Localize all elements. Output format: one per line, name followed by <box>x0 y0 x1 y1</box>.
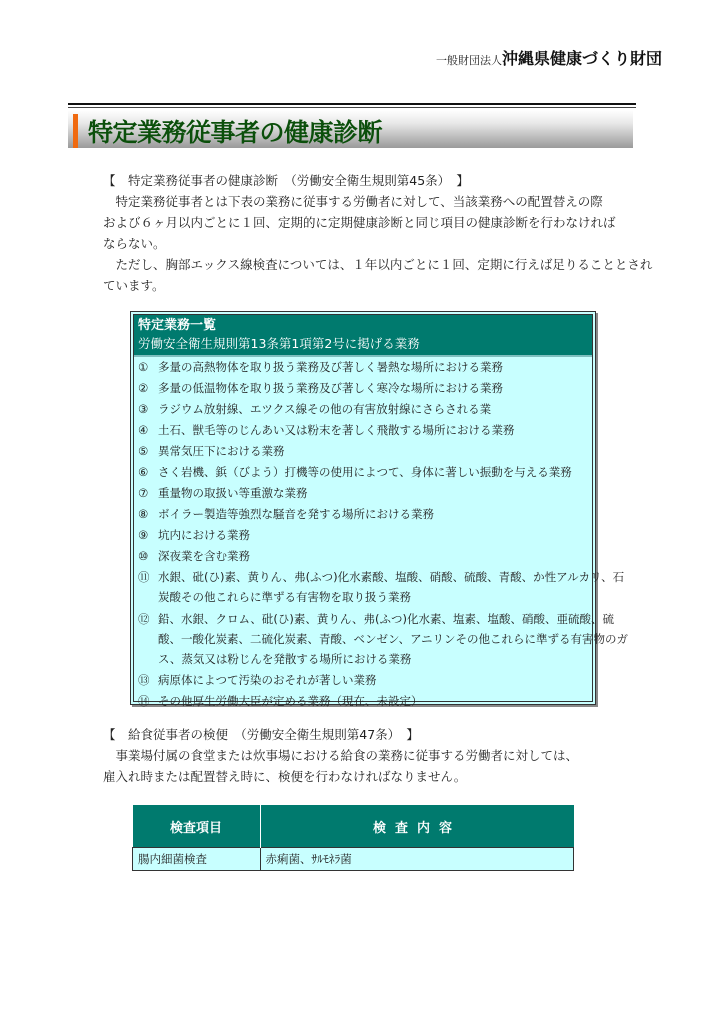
item-text: 病原体によつて汚染のおそれが著しい業務 <box>158 673 377 687</box>
item-number: ⑨ <box>138 528 149 542</box>
cell-exam-item: 腸内細菌検査 <box>133 848 261 871</box>
list-item <box>138 483 308 503</box>
item-number: ⑬ <box>138 673 150 687</box>
item-text: 坑内における業務 <box>158 528 250 542</box>
section1-line: および６ヶ月以内ごとに１回、定期的に定期健康診断と同じ項目の健康診断を行わなければ <box>103 215 616 230</box>
special-work-list-frame <box>133 314 628 708</box>
org-name: 沖縄県健康づくり財団 <box>501 49 662 68</box>
list-title: 特定業務一覧 <box>138 318 217 333</box>
item-text: 深夜業を含む業務 <box>158 549 250 563</box>
item-text: その他厚生労働大臣が定める業務（現在、未設定） <box>158 694 423 708</box>
section1-line: ならない。 <box>103 236 166 251</box>
list-item <box>138 399 491 419</box>
item-text: 土石、獣毛等のじんあい又は粉末を著しく飛散する場所における業務 <box>158 423 515 437</box>
section2-line: 事業場付属の食堂または炊事場における給食の業務に従事する労働者に対しては、 <box>103 748 579 763</box>
list-item <box>138 609 628 669</box>
title-accent-bar <box>73 114 78 148</box>
stool-exam-table <box>132 805 574 871</box>
list-item <box>138 441 285 461</box>
item-number: ⑭ <box>138 694 150 708</box>
item-text: 重量物の取扱い等重激な業務 <box>158 486 308 500</box>
section1-line: 特定業務従事者とは下表の業務に従事する労働者に対して、当該業務への配置替えの際 <box>103 194 603 209</box>
list-item <box>138 567 624 607</box>
table-header-row <box>133 805 574 848</box>
item-text: 水銀、砒(ひ)素、黄りん、弗(ふつ)化水素酸、塩酸、硝酸、硫酸、青酸、か性アルカリ、石 <box>158 570 625 584</box>
item-number: ② <box>138 381 149 395</box>
item-text: ラジウム放射線、エツクス線その他の有害放射線にさらされる業 <box>158 402 492 416</box>
header-rule-thin <box>68 107 636 108</box>
list-item <box>138 420 515 440</box>
section2-heading: 【 給食従事者の検便 （労働安全衛生規則第47条） 】 <box>103 727 419 742</box>
item-text: 多量の高熱物体を取り扱う業務及び著しく暑熱な場所における業務 <box>158 360 503 374</box>
header-rule <box>68 103 636 105</box>
list-subtitle: 労働安全衛生規則第13条第1項第2号に掲げる業務 <box>138 336 420 351</box>
list-item <box>138 378 503 398</box>
list-item <box>138 462 572 482</box>
item-text: 炭酸その他これらに準ずる有害物を取り扱う業務 <box>158 590 411 604</box>
special-work-list-header <box>134 315 592 357</box>
item-number: ④ <box>138 423 149 437</box>
item-number: ① <box>138 360 149 374</box>
special-work-list <box>130 311 628 708</box>
list-item <box>138 546 250 566</box>
item-number: ⑫ <box>138 612 150 626</box>
list-item <box>138 357 503 377</box>
item-number: ⑤ <box>138 444 149 458</box>
column-header-exam-content: 検査内容 <box>260 805 574 848</box>
item-text: 異常気圧下における業務 <box>158 444 285 458</box>
item-number: ⑩ <box>138 549 149 563</box>
list-item <box>138 504 434 524</box>
item-text: ス、蒸気又は粉じんを発散する場所における業務 <box>158 652 412 666</box>
list-item <box>138 670 377 690</box>
section1-line: ただし、胸部エックス線検査については、１年以内ごとに１回、定期に行えば足りることとされ <box>103 257 653 272</box>
item-number: ⑧ <box>138 507 149 521</box>
item-number: ⑦ <box>138 486 149 500</box>
list-item <box>138 525 250 545</box>
item-text: 鉛、水銀、クロム、砒(ひ)素、黄りん、弗(ふつ)化水素、塩素、塩酸、硝酸、亜硫酸、硫 <box>158 612 614 626</box>
cell-exam-content: 赤痢菌、ｻﾙﾓﾈﾗ菌 <box>260 848 574 871</box>
item-number: ③ <box>138 402 149 416</box>
org-prefix: 一般財団法人 <box>435 54 502 67</box>
page-title: 特定業務従事者の健康診断 <box>88 118 383 147</box>
list-item <box>138 691 423 711</box>
organization-name <box>436 46 662 69</box>
item-text: さく岩機、鋲（びよう）打機等の使用によつて、身体に著しい振動を与える業務 <box>158 465 572 479</box>
item-text: 多量の低温物体を取り扱う業務及び著しく寒冷な場所における業務 <box>158 381 503 395</box>
item-text: 酸、一酸化炭素、二硫化炭素、青酸、ベンゼン、アニリンその他これらに準ずる有害物のガ <box>158 632 628 646</box>
section1-line: ています。 <box>103 278 165 293</box>
item-text: ボイラー製造等強烈な騒音を発する場所における業務 <box>158 507 434 521</box>
item-number: ⑪ <box>138 570 150 584</box>
section2-line: 雇入れ時または配置替え時に、検便を行わなければなりません。 <box>103 769 467 784</box>
section1-heading: 【 特定業務従事者の健康診断 （労働安全衛生規則第45条） 】 <box>103 173 469 188</box>
column-header-exam-item: 検査項目 <box>133 805 261 848</box>
table-row <box>133 848 574 871</box>
item-number: ⑥ <box>138 465 149 479</box>
